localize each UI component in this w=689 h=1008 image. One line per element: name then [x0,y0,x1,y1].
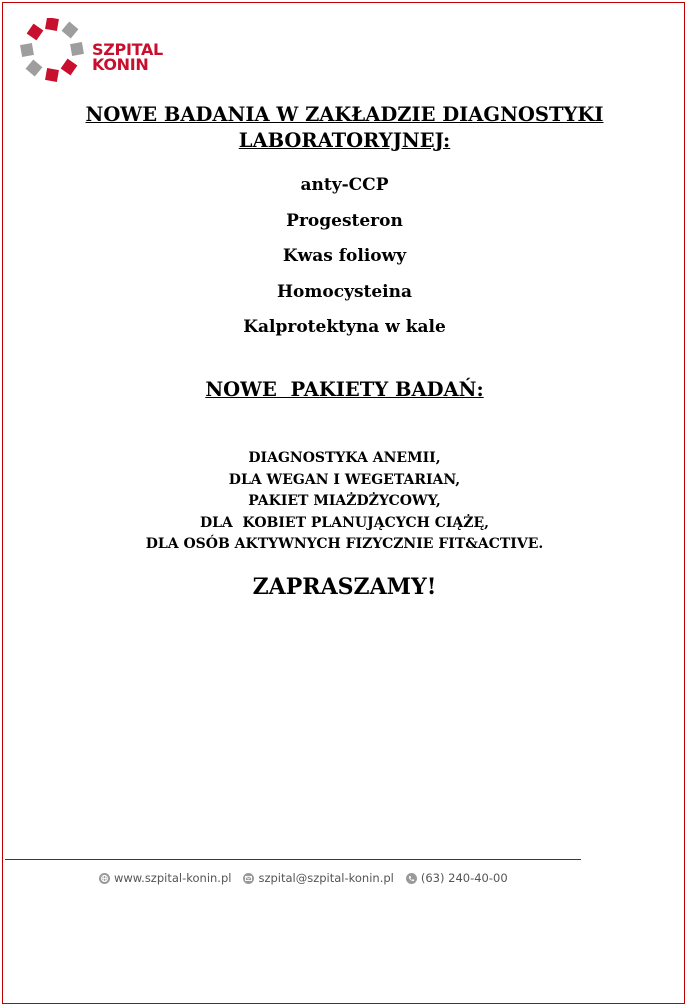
email-link[interactable]: szpital@szpital-konin.pl [258,871,394,885]
heading-packages [0,377,689,403]
heading-new-tests-line-2: LABORATORYJNEJ: [238,129,451,152]
footer-divider [5,859,581,860]
heading-new-tests-line-1: NOWE BADANIA W ZAKŁADZIE DIAGNOSTYKI [85,103,604,126]
list-item: Kwas foliowy [282,246,407,267]
footer-email[interactable] [243,871,393,885]
footer-phone[interactable] [406,871,508,885]
footer-website[interactable] [99,871,231,885]
list-item: DLA WEGAN I WEGETARIAN, [228,471,461,488]
globe-icon [99,873,110,884]
test-list [0,172,689,350]
heading-new-tests [0,102,689,154]
heading-packages-text: NOWE PAKIETY BADAŃ: [205,378,484,401]
phone-number[interactable]: (63) 240-40-00 [420,871,508,885]
hospital-logo [20,18,170,82]
logo-line-2: KONIN [92,55,149,74]
closing-text: ZAPRASZAMY! [252,574,437,600]
list-item: Homocysteina [276,281,413,302]
logo-wordmark [92,42,163,72]
list-item: PAKIET MIAŻDŻYCOWY, [248,493,441,509]
website-link[interactable]: www.szpital-konin.pl [114,871,232,885]
list-item: DLA KOBIET PLANUJĄCYCH CIĄŻĘ, [199,514,490,531]
logo-mark-icon [20,18,84,82]
list-item: Kalprotektyna w kale [243,317,446,338]
list-item: Progesteron [286,210,403,231]
list-item: anty-CCP [300,175,389,195]
mail-icon [243,873,254,884]
logo-line-1: SZPITAL [92,40,163,59]
phone-icon [406,873,417,884]
list-item: DIAGNOSTYKA ANEMII, [248,450,441,466]
footer-contact [99,871,520,885]
list-item: DLA OSÓB AKTYWNYCH FIZYCZNIE FIT&ACTIVE. [145,536,544,552]
package-list [0,448,689,556]
